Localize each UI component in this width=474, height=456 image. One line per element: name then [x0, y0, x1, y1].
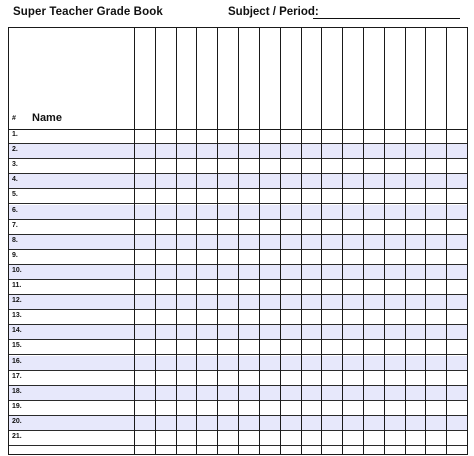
row-number: 8. [12, 236, 18, 244]
grade-column-divider [196, 28, 197, 454]
grade-column-divider [238, 28, 239, 454]
row-number: 3. [12, 161, 18, 169]
row-number: 6. [12, 206, 18, 214]
grade-column-divider [301, 28, 302, 454]
row-number: 9. [12, 251, 18, 259]
grade-column-divider [425, 28, 426, 454]
grade-book-table [8, 27, 468, 455]
row-number: 12. [12, 297, 22, 305]
grade-column-divider [363, 28, 364, 454]
row-number: 1. [12, 131, 18, 138]
row-number: 15. [12, 342, 22, 350]
grade-column-divider [217, 28, 218, 454]
subject-period-label: Subject / Period: [228, 6, 319, 18]
grade-column-divider [342, 28, 343, 454]
row-number: 14. [12, 327, 22, 335]
row-number: 7. [12, 221, 18, 229]
row-number: 17. [12, 372, 22, 380]
grade-column-divider [280, 28, 281, 454]
name-column-label: Name [32, 112, 62, 124]
grade-column-divider [259, 28, 260, 454]
row-number: 10. [12, 266, 22, 274]
row-number: 19. [12, 402, 22, 410]
grade-column-divider [321, 28, 322, 454]
name-column-divider [134, 28, 135, 454]
row-number: 18. [12, 387, 22, 395]
grade-column-divider [384, 28, 385, 454]
row-number: 20. [12, 417, 22, 425]
page-title: Super Teacher Grade Book [13, 6, 163, 18]
row-number: 16. [12, 357, 22, 365]
row-number: 13. [12, 312, 22, 320]
grade-column-divider [446, 28, 447, 454]
row-number: 2. [12, 146, 18, 154]
grade-column-divider [405, 28, 406, 454]
grade-column-divider [155, 28, 156, 454]
number-column-label: # [12, 115, 16, 122]
row-number: 11. [12, 282, 22, 289]
subject-period-field[interactable] [313, 18, 460, 19]
row-number: 5. [12, 191, 18, 199]
name-column-header [9, 28, 135, 129]
row-number: 21. [12, 433, 22, 440]
row-number: 4. [12, 176, 18, 184]
grade-column-divider [176, 28, 177, 454]
